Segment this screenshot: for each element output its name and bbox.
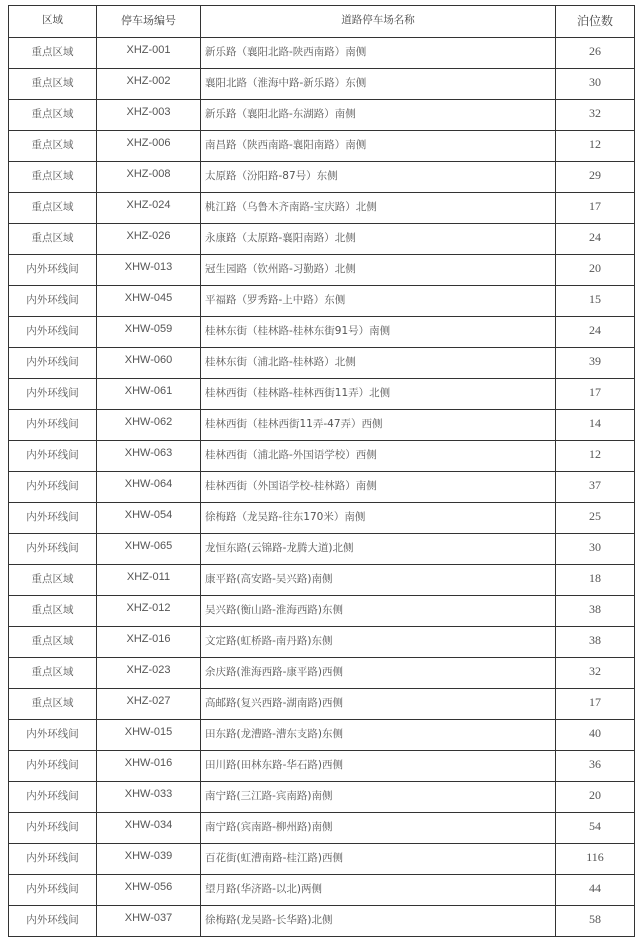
cell-spaces: 25 <box>556 503 635 534</box>
cell-lot-name: 桂林西街（外国语学校-桂林路）南侧 <box>201 472 556 503</box>
cell-region: 重点区域 <box>9 193 97 224</box>
cell-lot-code: XHW-033 <box>97 782 201 813</box>
cell-lot-code: XHZ-006 <box>97 131 201 162</box>
table-row <box>9 689 635 720</box>
cell-region: 重点区域 <box>9 224 97 255</box>
table-row <box>9 472 635 503</box>
cell-region: 内外环线间 <box>9 720 97 751</box>
cell-spaces: 20 <box>556 782 635 813</box>
table-row <box>9 844 635 875</box>
cell-lot-name: 永康路（太原路-襄阳南路）北侧 <box>201 224 556 255</box>
table-row <box>9 565 635 596</box>
cell-spaces: 20 <box>556 255 635 286</box>
cell-spaces: 24 <box>556 317 635 348</box>
cell-region: 内外环线间 <box>9 286 97 317</box>
cell-lot-name: 太原路（汾阳路-87号）东侧 <box>201 162 556 193</box>
cell-spaces: 12 <box>556 441 635 472</box>
table-row <box>9 286 635 317</box>
cell-region: 内外环线间 <box>9 317 97 348</box>
cell-region: 重点区域 <box>9 627 97 658</box>
cell-lot-code: XHW-060 <box>97 348 201 379</box>
cell-lot-name: 康平路(高安路-吴兴路)南侧 <box>201 565 556 596</box>
cell-lot-code: XHZ-016 <box>97 627 201 658</box>
cell-spaces: 38 <box>556 596 635 627</box>
cell-lot-code: XHZ-012 <box>97 596 201 627</box>
cell-region: 内外环线间 <box>9 472 97 503</box>
table-row <box>9 224 635 255</box>
table-row <box>9 627 635 658</box>
cell-lot-name: 田东路(龙漕路-漕东支路)东侧 <box>201 720 556 751</box>
cell-spaces: 17 <box>556 379 635 410</box>
table-row <box>9 658 635 689</box>
cell-spaces: 44 <box>556 875 635 906</box>
cell-spaces: 40 <box>556 720 635 751</box>
cell-lot-name: 田川路(田林东路-华石路)西侧 <box>201 751 556 782</box>
cell-spaces: 12 <box>556 131 635 162</box>
cell-lot-code: XHZ-001 <box>97 38 201 69</box>
cell-region: 重点区域 <box>9 131 97 162</box>
cell-region: 内外环线间 <box>9 906 97 937</box>
cell-lot-name: 桂林西街（桂林路-桂林西街11弄）北侧 <box>201 379 556 410</box>
cell-region: 内外环线间 <box>9 410 97 441</box>
cell-region: 内外环线间 <box>9 875 97 906</box>
table-row <box>9 255 635 286</box>
table-row <box>9 534 635 565</box>
table-row <box>9 379 635 410</box>
table-row <box>9 410 635 441</box>
cell-lot-name: 桂林西街（浦北路-外国语学校）西侧 <box>201 441 556 472</box>
cell-region: 重点区域 <box>9 69 97 100</box>
cell-region: 重点区域 <box>9 565 97 596</box>
table-row <box>9 193 635 224</box>
cell-lot-name: 文定路(虹桥路-南丹路)东侧 <box>201 627 556 658</box>
cell-lot-code: XHW-016 <box>97 751 201 782</box>
table-row <box>9 317 635 348</box>
cell-region: 内外环线间 <box>9 751 97 782</box>
cell-lot-code: XHZ-026 <box>97 224 201 255</box>
cell-lot-code: XHZ-003 <box>97 100 201 131</box>
cell-spaces: 32 <box>556 658 635 689</box>
table-row <box>9 720 635 751</box>
cell-region: 重点区域 <box>9 38 97 69</box>
cell-lot-code: XHW-061 <box>97 379 201 410</box>
header-region: 区域 <box>9 6 97 38</box>
cell-lot-name: 冠生园路（钦州路-习勤路）北侧 <box>201 255 556 286</box>
cell-spaces: 30 <box>556 534 635 565</box>
cell-lot-code: XHW-037 <box>97 906 201 937</box>
cell-region: 内外环线间 <box>9 255 97 286</box>
table-row <box>9 875 635 906</box>
cell-lot-name: 徐梅路(龙吴路-长华路)北侧 <box>201 906 556 937</box>
cell-region: 内外环线间 <box>9 503 97 534</box>
cell-lot-name: 南宁路(三江路-宾南路)南侧 <box>201 782 556 813</box>
table-row <box>9 348 635 379</box>
cell-lot-name: 桂林东街（桂林路-桂林东街91号）南侧 <box>201 317 556 348</box>
cell-region: 重点区域 <box>9 658 97 689</box>
cell-spaces: 36 <box>556 751 635 782</box>
table-row <box>9 69 635 100</box>
cell-spaces: 38 <box>556 627 635 658</box>
cell-lot-code: XHW-045 <box>97 286 201 317</box>
table-row <box>9 782 635 813</box>
cell-lot-code: XHW-013 <box>97 255 201 286</box>
cell-region: 内外环线间 <box>9 813 97 844</box>
cell-spaces: 29 <box>556 162 635 193</box>
cell-lot-name: 望月路(华济路-以北)两侧 <box>201 875 556 906</box>
cell-lot-name: 新乐路（襄阳北路-东湖路）南侧 <box>201 100 556 131</box>
cell-region: 内外环线间 <box>9 534 97 565</box>
table-row <box>9 162 635 193</box>
cell-spaces: 116 <box>556 844 635 875</box>
table-row <box>9 38 635 69</box>
cell-spaces: 17 <box>556 689 635 720</box>
cell-region: 重点区域 <box>9 596 97 627</box>
cell-spaces: 14 <box>556 410 635 441</box>
cell-lot-name: 襄阳北路（淮海中路-新乐路）东侧 <box>201 69 556 100</box>
cell-spaces: 30 <box>556 69 635 100</box>
table-row <box>9 906 635 937</box>
cell-lot-name: 徐梅路（龙吴路-往东170米）南侧 <box>201 503 556 534</box>
cell-lot-name: 平福路（罗秀路-上中路）东侧 <box>201 286 556 317</box>
cell-region: 内外环线间 <box>9 348 97 379</box>
table-row <box>9 441 635 472</box>
cell-spaces: 18 <box>556 565 635 596</box>
cell-lot-code: XHW-039 <box>97 844 201 875</box>
cell-lot-code: XHZ-011 <box>97 565 201 596</box>
table-body <box>9 38 635 937</box>
cell-lot-code: XHZ-027 <box>97 689 201 720</box>
cell-lot-code: XHW-059 <box>97 317 201 348</box>
table-row <box>9 131 635 162</box>
cell-region: 重点区域 <box>9 100 97 131</box>
header-lot-name: 道路停车场名称 <box>201 6 556 38</box>
cell-lot-name: 百花街(虹漕南路-桂江路)西侧 <box>201 844 556 875</box>
cell-lot-code: XHZ-002 <box>97 69 201 100</box>
cell-lot-name: 余庆路(淮海西路-康平路)西侧 <box>201 658 556 689</box>
parking-lot-table <box>8 5 635 937</box>
cell-spaces: 24 <box>556 224 635 255</box>
table-header-row <box>9 6 635 38</box>
cell-lot-name: 龙恒东路(云锦路-龙腾大道)北侧 <box>201 534 556 565</box>
table-row <box>9 813 635 844</box>
cell-spaces: 15 <box>556 286 635 317</box>
cell-spaces: 37 <box>556 472 635 503</box>
cell-region: 内外环线间 <box>9 844 97 875</box>
cell-lot-code: XHW-063 <box>97 441 201 472</box>
cell-lot-name: 吴兴路(衡山路-淮海西路)东侧 <box>201 596 556 627</box>
cell-region: 内外环线间 <box>9 379 97 410</box>
cell-spaces: 58 <box>556 906 635 937</box>
cell-lot-name: 桃江路（乌鲁木齐南路-宝庆路）北侧 <box>201 193 556 224</box>
cell-lot-code: XHZ-024 <box>97 193 201 224</box>
cell-lot-code: XHW-015 <box>97 720 201 751</box>
cell-spaces: 32 <box>556 100 635 131</box>
cell-region: 内外环线间 <box>9 441 97 472</box>
header-spaces: 泊位数 <box>556 6 635 38</box>
cell-lot-code: XHW-056 <box>97 875 201 906</box>
table-row <box>9 751 635 782</box>
cell-lot-code: XHW-064 <box>97 472 201 503</box>
header-lot-code: 停车场编号 <box>97 6 201 38</box>
cell-lot-code: XHW-065 <box>97 534 201 565</box>
cell-lot-name: 南宁路(宾南路-柳州路)南侧 <box>201 813 556 844</box>
cell-lot-name: 高邮路(复兴西路-湖南路)西侧 <box>201 689 556 720</box>
cell-lot-code: XHW-054 <box>97 503 201 534</box>
cell-spaces: 26 <box>556 38 635 69</box>
cell-lot-name: 新乐路（襄阳北路-陕西南路）南侧 <box>201 38 556 69</box>
cell-lot-name: 桂林西街（桂林西街11弄-47弄）西侧 <box>201 410 556 441</box>
cell-region: 重点区域 <box>9 162 97 193</box>
table-row <box>9 100 635 131</box>
cell-region: 内外环线间 <box>9 782 97 813</box>
table-row <box>9 596 635 627</box>
cell-lot-code: XHZ-023 <box>97 658 201 689</box>
cell-lot-code: XHZ-008 <box>97 162 201 193</box>
cell-spaces: 39 <box>556 348 635 379</box>
cell-lot-name: 桂林东街（浦北路-桂林路）北侧 <box>201 348 556 379</box>
cell-lot-code: XHW-034 <box>97 813 201 844</box>
cell-spaces: 54 <box>556 813 635 844</box>
cell-lot-code: XHW-062 <box>97 410 201 441</box>
table-row <box>9 503 635 534</box>
cell-region: 重点区域 <box>9 689 97 720</box>
cell-spaces: 17 <box>556 193 635 224</box>
cell-lot-name: 南昌路（陕西南路-襄阳南路）南侧 <box>201 131 556 162</box>
